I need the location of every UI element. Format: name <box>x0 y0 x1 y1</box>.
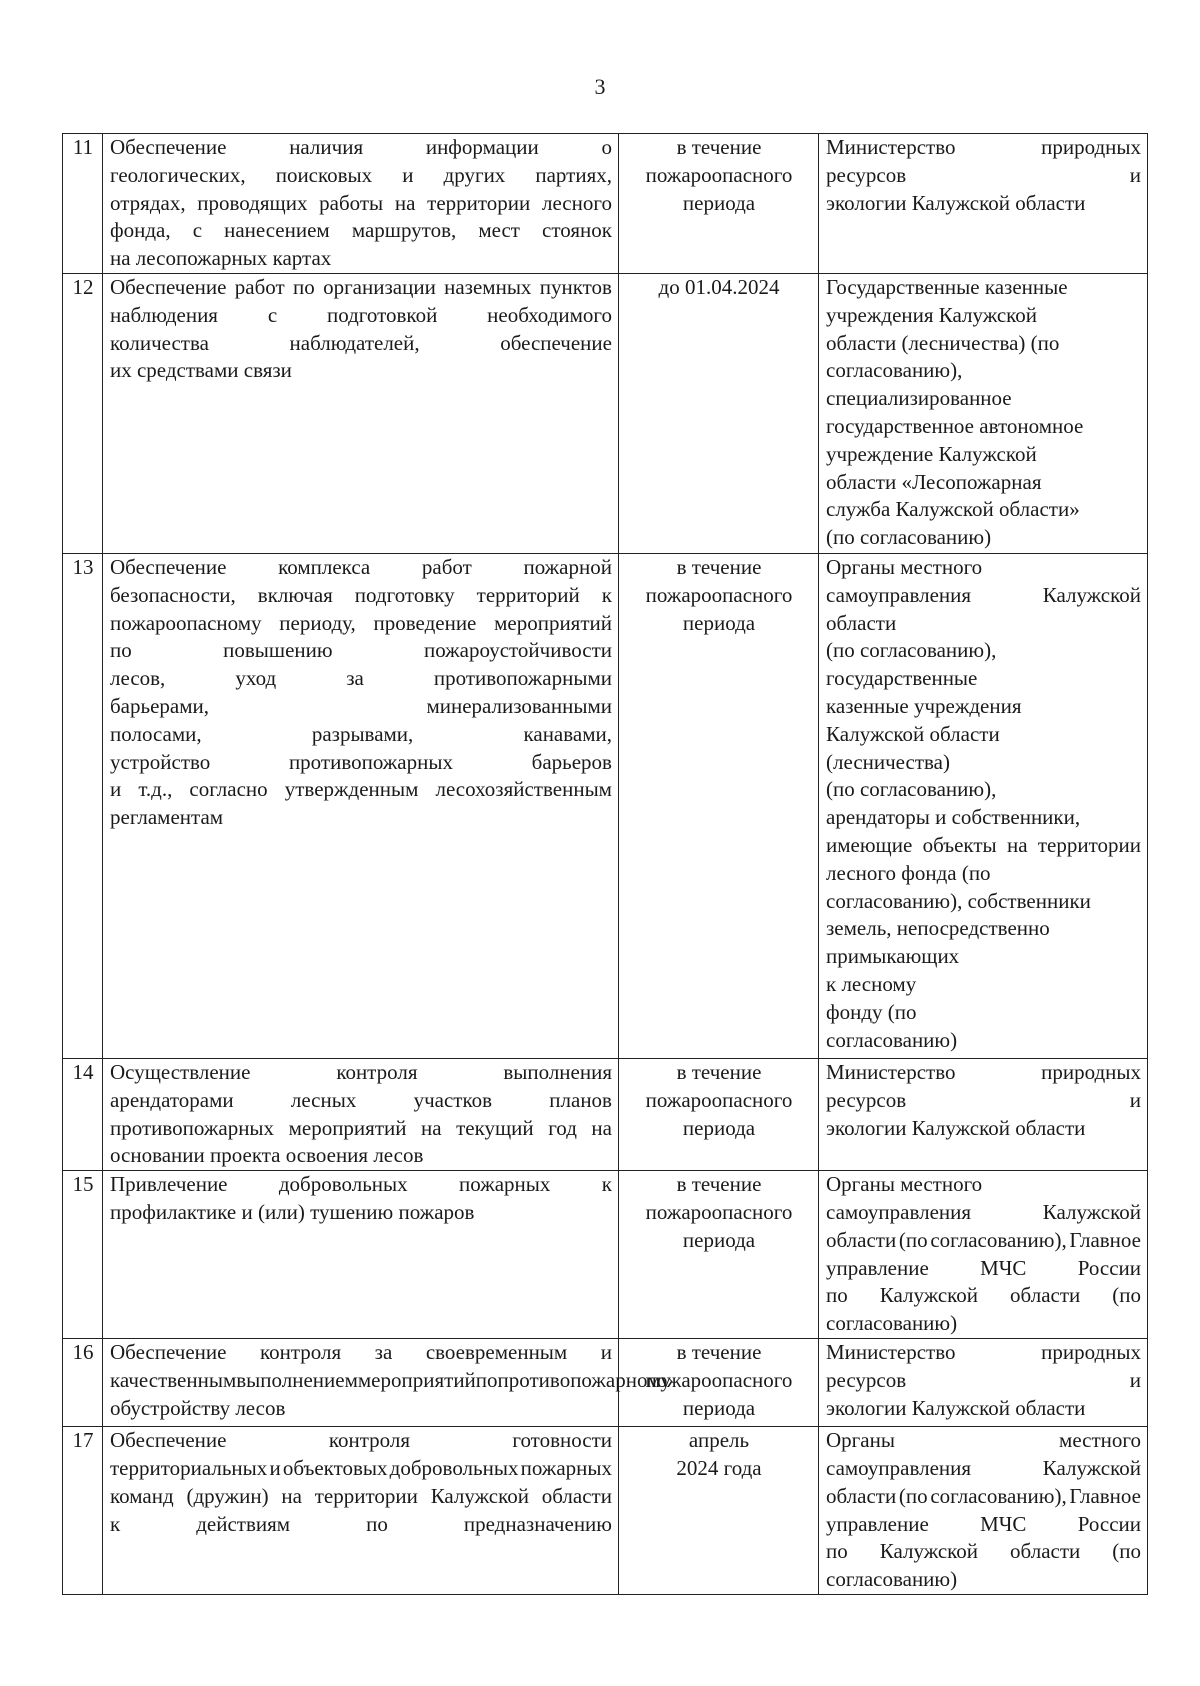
row-number: 14 <box>63 1058 103 1170</box>
row-number: 15 <box>63 1171 103 1339</box>
measure-cell: Осуществление контроля выполнения арендаторами лесных участков планов противопожарных мероприятий на текущий год на основании проекта освоения лесов <box>103 1058 619 1170</box>
table-row <box>63 273 1148 553</box>
deadline-cell: апрель 2024 года <box>619 1427 819 1595</box>
measure-cell: Обеспечение контроля готовности территориальных и объектовых добровольных пожарных команд (дружин) на территории Калужской области к действиям по предназначению <box>103 1427 619 1595</box>
responsible-cell: Министерство природных ресурсов и экологии Калужской области <box>819 1058 1148 1170</box>
responsible-cell: Органы местного самоуправления Калужской области (по согласованию), государственные казенные учреждения Калужской области (лесничества) (по согласованию), арендаторы и собственники, имеющие объекты на территории лесного фонда (по согласованию), собственники земель, непосредственно примыкающих к лесному фонду (по согласованию) <box>819 553 1148 1058</box>
deadline-cell: до 01.04.2024 <box>619 273 819 553</box>
measure-cell: Обеспечение наличия информации о геологических, поисковых и других партиях, отрядах, проводящих работы на территории лесного фонда, с нанесением маршрутов, мест стоянок на лесопожарных картах <box>103 134 619 274</box>
deadline-cell: в течение пожароопасного периода <box>619 1339 819 1427</box>
measure-cell: Обеспечение работ по организации наземных пунктов наблюдения с подготовкой необходимого количества наблюдателей, обеспечение их средствами связи <box>103 273 619 553</box>
table-row <box>63 553 1148 1058</box>
row-number: 11 <box>63 134 103 274</box>
responsible-cell: Органы местного самоуправления Калужской области (по согласованию), Главное управление МЧС России по Калужской области (по согласованию) <box>819 1171 1148 1339</box>
table-row <box>63 134 1148 274</box>
measure-cell: Обеспечение комплекса работ пожарной безопасности, включая подготовку территорий к пожароопасному периоду, проведение мероприятий по повышению пожароустойчивости лесов, уход за противопожарными барьерами, минерализованными полосами, разрывами, канавами, устройство противопожарных барьеров и т.д., согласно утвержденным лесохозяйственным регламентам <box>103 553 619 1058</box>
measures-table <box>62 133 1148 1595</box>
table-row <box>63 1427 1148 1595</box>
deadline-cell: в течение пожароопасного периода <box>619 553 819 1058</box>
responsible-cell: Министерство природных ресурсов и экологии Калужской области <box>819 134 1148 274</box>
responsible-cell: Органы местного самоуправления Калужской области (по согласованию), Главное управление МЧС России по Калужской области (по согласованию) <box>819 1427 1148 1595</box>
deadline-cell: в течение пожароопасного периода <box>619 1171 819 1339</box>
row-number: 13 <box>63 553 103 1058</box>
responsible-cell: Министерство природных ресурсов и экологии Калужской области <box>819 1339 1148 1427</box>
measure-cell: Привлечение добровольных пожарных к профилактике и (или) тушению пожаров <box>103 1171 619 1339</box>
table-row <box>63 1058 1148 1170</box>
responsible-cell: Государственные казенные учреждения Калужской области (лесничества) (по согласованию), специализированное государственное автономное учреждение Калужской области «Лесопожарная служба Калужской области» (по согласованию) <box>819 273 1148 553</box>
row-number: 16 <box>63 1339 103 1427</box>
row-number: 12 <box>63 273 103 553</box>
measure-cell: Обеспечение контроля за своевременным и качественным выполнением мероприятий по противопожарному обустройству лесов <box>103 1339 619 1427</box>
deadline-cell: в течение пожароопасного периода <box>619 1058 819 1170</box>
row-number: 17 <box>63 1427 103 1595</box>
deadline-cell: в течение пожароопасного периода <box>619 134 819 274</box>
page-number: 3 <box>594 74 606 99</box>
table-row <box>63 1339 1148 1427</box>
table-row <box>63 1171 1148 1339</box>
